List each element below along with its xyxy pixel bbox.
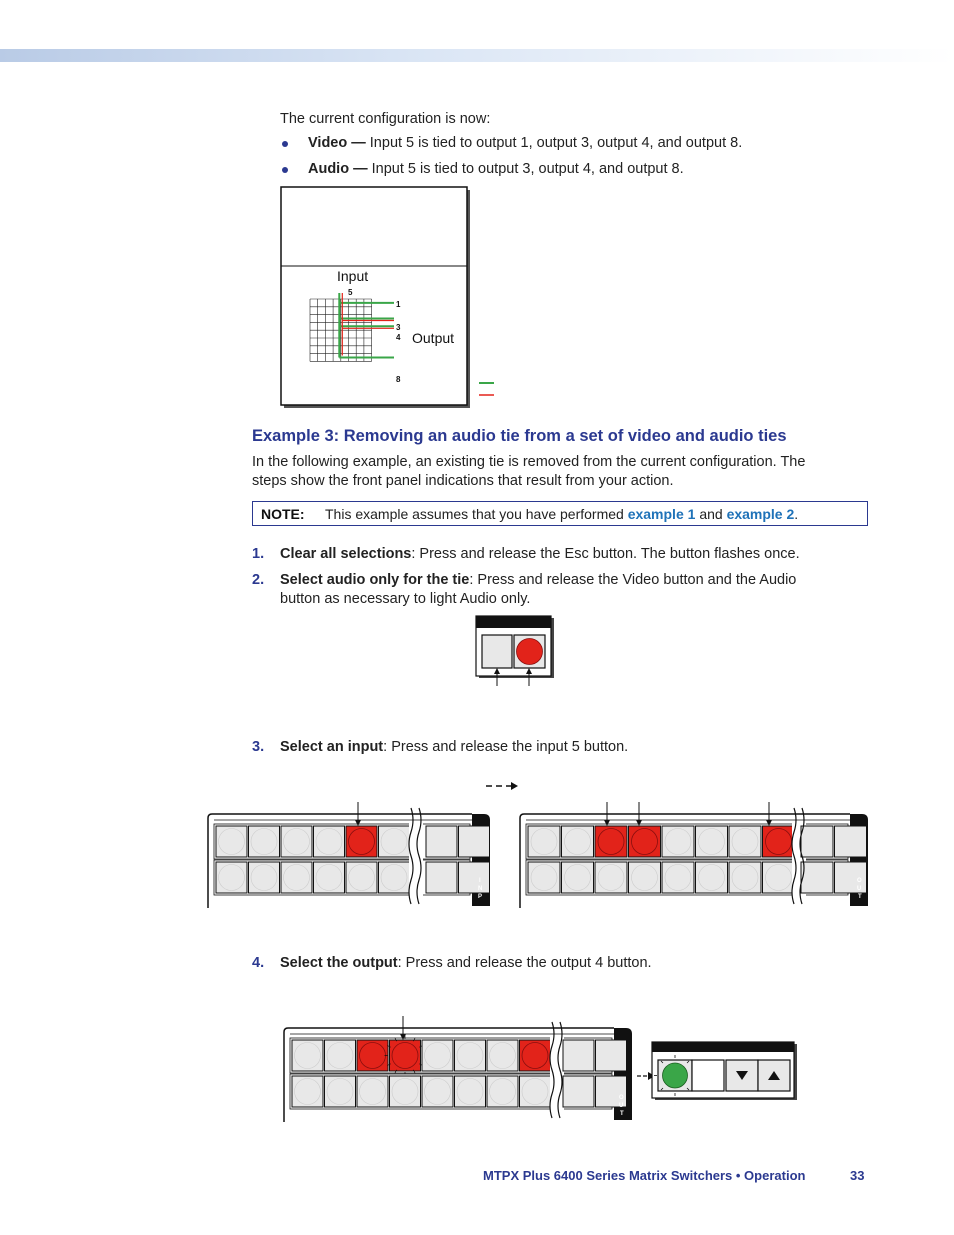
output-buttons-panel-step4 [278,1014,640,1124]
step-1-text [280,545,800,564]
top-row-button[interactable] [528,826,560,857]
step-title: Select audio only for the tie [280,572,470,588]
lit-indicator [522,1043,548,1069]
bottom-row-button[interactable] [763,862,795,893]
intro-text: The current configuration is now: [280,111,491,127]
bullet-video-text: Input 5 is tied to output 1, output 3, output 4, and output 8. [369,135,743,151]
step-2 [252,571,264,590]
note-text-before: This example assumes that you have performed [325,506,624,522]
input-buttons-panel [202,800,498,910]
blank-button[interactable] [692,1060,724,1091]
bottom-row-button[interactable] [216,862,247,893]
top-row-button[interactable] [596,1040,627,1071]
step-4-text [280,954,652,973]
top-row-button[interactable] [379,826,410,857]
step-2-text-line2: button as necessary to light Audio only. [280,591,531,607]
panel-vertical-label: I [479,878,481,884]
step-body: : Press and release the input 5 button. [383,739,629,755]
note-label: NOTE: [261,506,305,522]
note-text-after: . [794,506,799,522]
top-row-button[interactable] [662,826,694,857]
top-row-button[interactable] [563,1040,594,1071]
top-row-button[interactable] [249,826,280,857]
bottom-row-button[interactable] [520,1076,551,1107]
section-heading: Example 3: Removing an audio tie from a set of video and audio ties [252,427,787,445]
matrix-tie-figure [275,183,505,413]
bottom-row-button[interactable] [249,862,280,893]
top-row-button[interactable] [801,826,833,857]
bottom-row-button[interactable] [528,862,560,893]
step-1 [252,545,264,564]
note-box [252,501,868,526]
enter-lit-indicator [663,1063,688,1088]
page-number: 33 [850,1168,865,1183]
lit-indicator [766,829,792,855]
top-row-button[interactable] [281,826,312,857]
step-4 [252,954,264,973]
panel-vertical-label: O [619,1095,624,1101]
panel-vertical-label: P [478,894,483,900]
output-buttons-panel [514,800,874,910]
bottom-row-button[interactable] [562,862,594,893]
top-row-button[interactable] [459,826,490,857]
lit-indicator [632,829,658,855]
panel-vertical-label: U [619,1103,624,1109]
top-row-button[interactable] [562,826,594,857]
bullet-dot-icon [282,167,288,173]
top-row-button[interactable] [487,1040,518,1071]
step-title: Select the output [280,955,398,971]
bottom-row-button[interactable] [696,862,728,893]
step-number: 4. [252,955,265,971]
top-row-button[interactable] [455,1040,486,1071]
bullet-video [308,135,742,151]
matrix-output-number: 3 [396,323,401,332]
top-row-button[interactable] [426,826,457,857]
matrix-output-label: Output [412,330,455,346]
bottom-row-button[interactable] [455,1076,486,1107]
matrix-output-number: 8 [396,375,401,384]
step-body: : Press and release the Video button and the Audio [469,572,797,588]
bottom-row-button[interactable] [422,1076,453,1107]
matrix-output-number: 4 [396,333,401,342]
bottom-row-button[interactable] [292,1076,323,1107]
audio-lit-indicator [517,639,543,665]
step-2-text [280,571,796,590]
bottom-row-button[interactable] [325,1076,356,1107]
bottom-row-button[interactable] [563,1076,594,1107]
header-gradient-bar [0,49,954,62]
footer-title: MTPX Plus 6400 Series Matrix Switchers • Operation [483,1168,806,1183]
bottom-row-button[interactable] [426,862,457,893]
bullet-dot-icon [282,141,288,147]
top-row-button[interactable] [292,1040,323,1071]
top-row-button[interactable] [729,826,761,857]
step-body: : Press and release the output 4 button. [397,955,652,971]
dashed-arrow-icon [484,780,520,792]
step-title: Select an input [280,739,384,755]
matrix-input-number: 5 [348,288,353,297]
top-row-button[interactable] [422,1040,453,1071]
bottom-row-button[interactable] [379,862,410,893]
bullet-audio [308,161,684,177]
bullet-audio-label: Audio — [308,161,368,177]
bottom-row-button[interactable] [729,862,761,893]
step-number: 2. [252,572,265,588]
bottom-row-button[interactable] [662,862,694,893]
example-1-link[interactable]: example 1 [627,506,696,522]
enter-control-panel [650,1040,800,1102]
bottom-row-button[interactable] [595,862,627,893]
step-body: : Press and release the Esc button. The button flashes once. [411,546,800,562]
example-2-link[interactable]: example 2 [726,506,795,522]
top-row-button[interactable] [314,826,345,857]
panel-vertical-label: O [857,878,862,884]
bottom-row-button[interactable] [281,862,312,893]
note-text-middle: and [699,506,723,522]
lit-indicator [598,829,624,855]
matrix-input-label: Input [337,268,369,284]
step-number: 3. [252,739,265,755]
step-number: 1. [252,546,265,562]
legend-marks [476,378,498,400]
section-paragraph-line1: In the following example, an existing tie is removed from the current configuration. The [252,454,806,470]
bottom-row-button[interactable] [835,862,867,893]
section-paragraph-line2: steps show the front panel indications that result from your action. [252,473,674,489]
note-text [325,506,798,522]
bottom-row-button[interactable] [629,862,661,893]
top-row-button[interactable] [325,1040,356,1071]
panel-vertical-label: T [620,1111,624,1117]
matrix-output-number: 1 [396,300,401,309]
lit-indicator [349,829,375,855]
step-title: Clear all selections [280,546,412,562]
bullet-video-label: Video — [308,135,366,151]
lit-indicator [360,1043,386,1069]
bottom-row-button[interactable] [801,862,833,893]
bottom-row-button[interactable] [390,1076,421,1107]
bottom-row-button[interactable] [459,862,490,893]
bottom-row-button[interactable] [346,862,377,893]
step-3 [252,738,264,757]
lit-indicator [392,1043,418,1069]
panel-vertical-label: N [478,886,483,892]
bullet-audio-text: Input 5 is tied to output 3, output 4, and output 8. [371,161,684,177]
video-audio-buttons-figure [474,614,558,690]
top-row-button[interactable] [696,826,728,857]
step-3-text [280,738,628,757]
top-row-button[interactable] [216,826,247,857]
top-row-button[interactable] [835,826,867,857]
panel-vertical-label: T [858,894,862,900]
bottom-row-button[interactable] [314,862,345,893]
bottom-row-button[interactable] [357,1076,388,1107]
bottom-row-button[interactable] [487,1076,518,1107]
video-button[interactable] [482,635,512,668]
panel-vertical-label: U [857,886,862,892]
